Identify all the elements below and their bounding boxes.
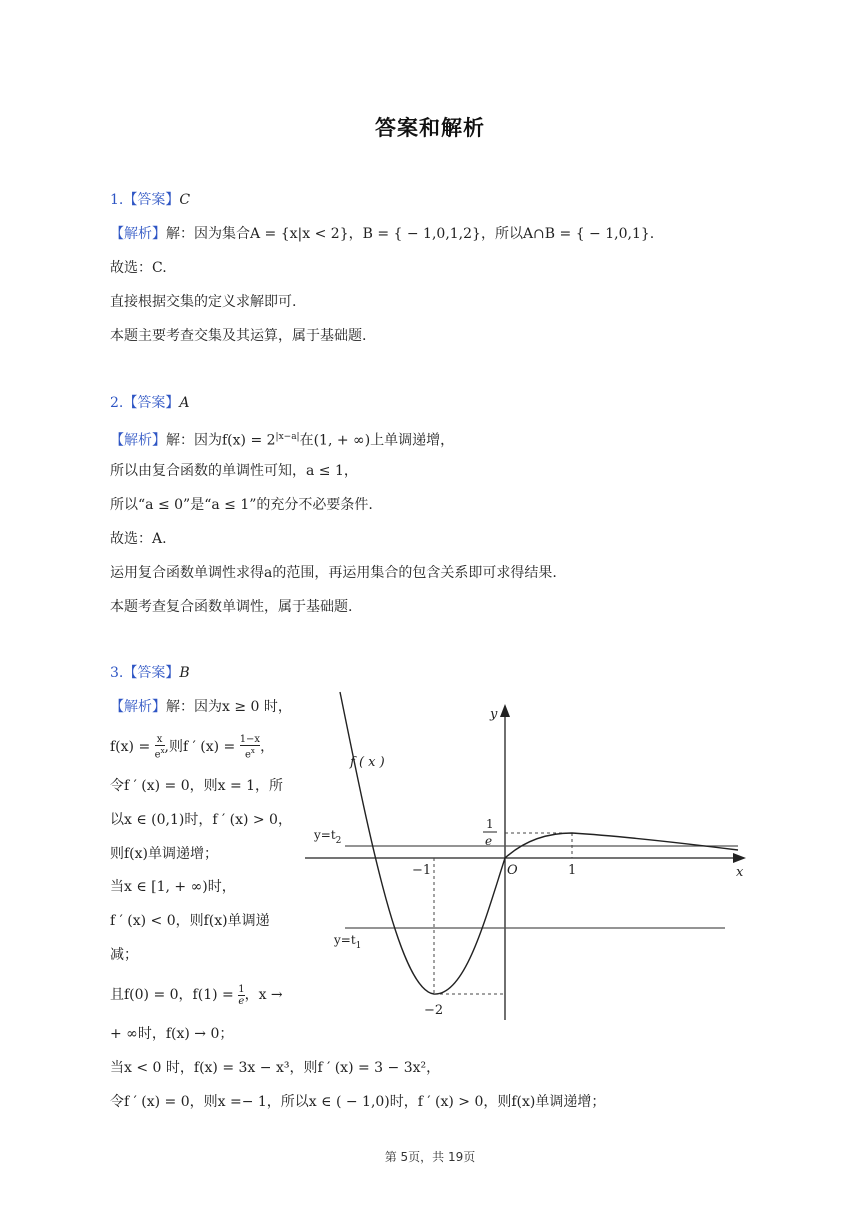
q3-line11: 当x < 0 时，f(x) = 3x − x³，则f ′ (x) = 3 − 3x²， xyxy=(110,1060,441,1076)
q1-jiexi-tag: 【解析】 xyxy=(110,226,166,242)
q3-line7: f ′ (x) < 0，则f(x)单调递 xyxy=(110,913,270,929)
function-label: f ( x ) xyxy=(350,755,385,770)
q3-line8: 减； xyxy=(110,947,138,963)
q3-line2c: ， xyxy=(260,739,275,756)
q2-exponent: |x−a| xyxy=(275,432,300,442)
q2-answer-line xyxy=(110,393,189,413)
q3-line5: 则f(x)单调递增； xyxy=(110,846,219,862)
q2-line1a: 解：因为f(x) = 2 xyxy=(166,432,276,449)
q2-answer-tag: 【答案】 xyxy=(123,395,180,411)
q2-answer: A xyxy=(179,395,190,411)
q3-answer-line xyxy=(110,663,190,683)
q1-line3: 直接根据交集的定义求解即可. xyxy=(110,294,297,310)
curve-negative-branch xyxy=(340,692,505,994)
q1-line1: 解：因为集合A = {x|x < 2}，B = { − 1,0,1,2}，所以A∩B = { − 1,0,1}. xyxy=(166,226,655,242)
q3-frac1-den: e xyxy=(154,749,161,761)
q1-answer-tag: 【答案】 xyxy=(123,192,180,208)
q3-line9 xyxy=(110,982,283,1008)
q3-line2b: ,则f ′ (x) = xyxy=(164,739,240,756)
y-minus-two-label: −2 xyxy=(424,1003,444,1018)
function-graph xyxy=(300,690,760,1030)
q2-line5: 运用复合函数单调性求得a的范围，再运用集合的包含关系即可求得结果. xyxy=(110,565,557,581)
q2-line6: 本题考查复合函数单调性，属于基础题. xyxy=(110,599,353,615)
x-minus-one-label: −1 xyxy=(412,863,432,878)
q3-line2a: f(x) = xyxy=(110,739,155,756)
q3-line1: 解：因为x ≥ 0 时， xyxy=(166,699,292,715)
q3-line9b: ，x → xyxy=(244,987,283,1003)
q3-line10: + ∞时，f(x) → 0； xyxy=(110,1026,234,1042)
q3-fraction1 xyxy=(155,734,165,760)
q3-line6: 当x ∈ [1, + ∞)时， xyxy=(110,879,236,895)
q3-line2 xyxy=(110,734,274,760)
q3-frac1-den-sup: x xyxy=(160,747,165,755)
q3-jiexi-tag: 【解析】 xyxy=(110,699,166,715)
q2-line1b: 在(1, + ∞)上单调递增， xyxy=(299,432,455,449)
q1-number: 1. xyxy=(110,192,124,208)
x-axis-label: x xyxy=(736,865,744,880)
q3-frac3-num: 1 xyxy=(238,983,245,995)
t1-label: $y=t_1$ xyxy=(334,933,362,951)
max-value-num: 1 xyxy=(486,817,494,831)
page-footer: 第 5页，共 19页 xyxy=(384,1150,476,1164)
q2-line4: 故选：A. xyxy=(110,531,167,547)
y-axis-arrow-icon xyxy=(500,704,510,717)
q3-frac3-den: e xyxy=(238,995,245,1007)
q1-answer: C xyxy=(179,192,191,208)
q3-frac2-den-sup: x xyxy=(250,747,255,755)
q3-frac2-num: 1−x xyxy=(239,734,261,745)
max-value-den: e xyxy=(485,834,493,848)
y-axis-label: y xyxy=(490,707,498,722)
q2-jiexi-tag: 【解析】 xyxy=(110,432,166,449)
q3-fraction2 xyxy=(240,734,260,760)
q3-answer-tag: 【答案】 xyxy=(123,665,180,681)
q3-line3: 令f ′ (x) = 0，则x = 1，所 xyxy=(110,778,284,794)
q3-line4: 以x ∈ (0,1)时，f ′ (x) > 0， xyxy=(110,812,292,828)
q3-answer: B xyxy=(179,665,190,681)
q1-line2: 故选：C. xyxy=(110,260,167,276)
q1-jiexi-line xyxy=(110,224,654,244)
x-one-label: 1 xyxy=(568,863,577,878)
q1-line4: 本题主要考查交集及其运算，属于基础题. xyxy=(110,328,367,344)
q3-jiexi-line xyxy=(110,697,292,717)
q3-number: 3. xyxy=(110,665,124,681)
page-title: 答案和解析 xyxy=(375,116,485,140)
q2-line2: 所以由复合函数的单调性可知，a ≤ 1， xyxy=(110,463,358,479)
q2-line3: 所以“a ≤ 0”是“a ≤ 1”的充分不必要条件. xyxy=(110,497,373,513)
origin-label: O xyxy=(507,863,518,878)
q3-frac2-den: e xyxy=(244,749,251,761)
q3-frac1-num: x xyxy=(155,734,165,746)
q1-answer-line xyxy=(110,190,190,210)
q3-line12: 令f ′ (x) = 0，则x =− 1，所以x ∈ ( − 1,0)时，f ′ (x) > 0，则f(x)单调递增； xyxy=(110,1094,606,1110)
q2-jiexi-line xyxy=(110,427,454,451)
q3-line9a: 且f(0) = 0，f(1) = xyxy=(110,987,239,1003)
x-axis-arrow-icon xyxy=(733,853,746,863)
t2-label: $y=t_2$ xyxy=(314,828,342,846)
q2-number: 2. xyxy=(110,395,124,411)
